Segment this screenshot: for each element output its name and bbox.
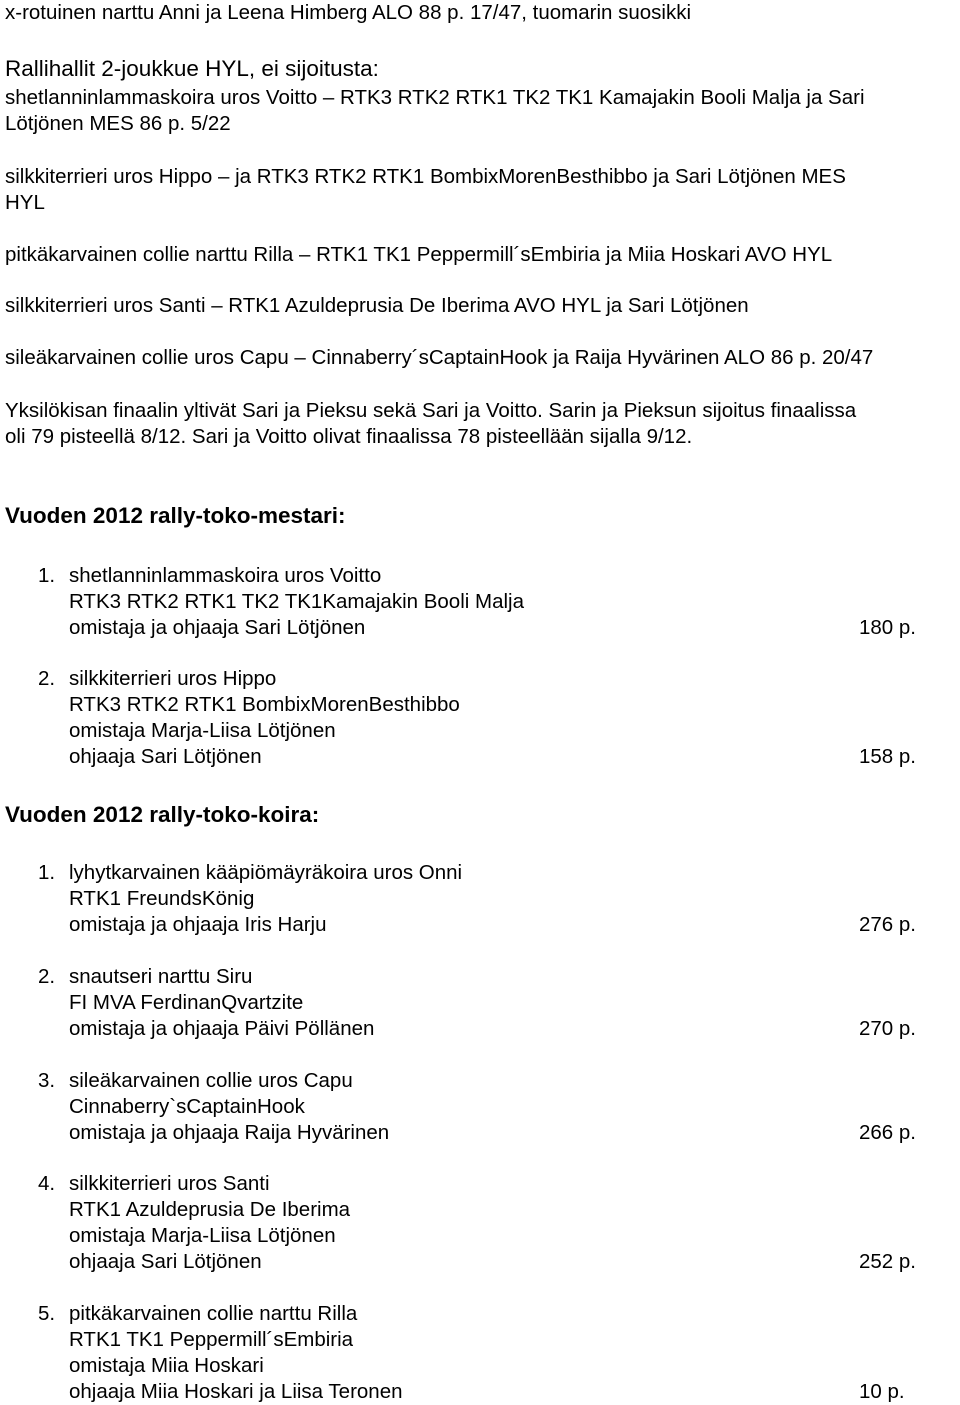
- dog-titles: RTK1 FreundsKönig: [69, 887, 255, 910]
- result-line-x-rotuinen: x-rotuinen narttu Anni ja Leena Himberg ALO 88 p. 17/47, tuomarin suosikki: [5, 1, 692, 24]
- individual-final-text: Yksilökisan finaalin yltivät Sari ja Pieksu sekä Sari ja Voitto. Sarin ja Pieksun sijoitus finaalissa: [5, 399, 857, 422]
- owner: omistaja Marja-Liisa Lötjönen: [69, 719, 336, 742]
- owner-handler: omistaja ja ohjaaja Iris Harju: [69, 913, 327, 936]
- rank-number: 1.: [38, 564, 56, 587]
- team-member-voitto-cont: Lötjönen MES 86 p. 5/22: [5, 112, 231, 135]
- team-member-rilla: pitkäkarvainen collie narttu Rilla – RTK1 TK1 Peppermill´sEmbiria ja Miia Hoskari AVO HYL: [5, 243, 833, 266]
- handler: ohjaaja Miia Hoskari ja Liisa Teronen: [69, 1380, 403, 1403]
- team-member-santi: silkkiterrieri uros Santi – RTK1 Azuldeprusia De Iberima AVO HYL ja Sari Lötjönen: [5, 294, 749, 317]
- section-heading-koira: Vuoden 2012 rally-toko-koira:: [5, 802, 320, 827]
- owner: omistaja Miia Hoskari: [69, 1354, 264, 1377]
- section-heading-mestari: Vuoden 2012 rally-toko-mestari:: [5, 503, 346, 528]
- team-member-voitto: shetlanninlammaskoira uros Voitto – RTK3 RTK2 RTK1 TK2 TK1 Kamajakin Booli Malja ja Sari: [5, 86, 865, 109]
- dog-name: pitkäkarvainen collie narttu Rilla: [69, 1302, 358, 1325]
- points-value: 270 p.: [859, 1017, 916, 1040]
- owner-handler: omistaja ja ohjaaja Päivi Pöllänen: [69, 1017, 375, 1040]
- dog-titles: FI MVA FerdinanQvartzite: [69, 991, 304, 1014]
- dog-titles: RTK1 TK1 Peppermill´sEmbiria: [69, 1328, 354, 1351]
- handler: ohjaaja Sari Lötjönen: [69, 1250, 262, 1273]
- owner-handler: omistaja ja ohjaaja Sari Lötjönen: [69, 616, 366, 639]
- points-value: 10 p.: [859, 1380, 905, 1403]
- dog-titles: RTK3 RTK2 RTK1 TK2 TK1Kamajakin Booli Malja: [69, 590, 525, 613]
- points-value: 252 p.: [859, 1250, 916, 1273]
- dog-name: silkkiterrieri uros Hippo: [69, 667, 277, 690]
- rank-number: 1.: [38, 861, 56, 884]
- dog-titles: RTK1 Azuldeprusia De Iberima: [69, 1198, 351, 1221]
- dog-name: silkkiterrieri uros Santi: [69, 1172, 270, 1195]
- rank-number: 2.: [38, 965, 56, 988]
- dog-name: shetlanninlammaskoira uros Voitto: [69, 564, 382, 587]
- team-member-hippo-cont: HYL: [5, 191, 45, 214]
- owner: omistaja Marja-Liisa Lötjönen: [69, 1224, 336, 1247]
- points-value: 180 p.: [859, 616, 916, 639]
- points-value: 276 p.: [859, 913, 916, 936]
- rank-number: 5.: [38, 1302, 56, 1325]
- dog-titles: Cinnaberry`sCaptainHook: [69, 1095, 305, 1118]
- dog-name: snautseri narttu Siru: [69, 965, 253, 988]
- dog-name: lyhytkarvainen kääpiömäyräkoira uros Onni: [69, 861, 463, 884]
- rank-number: 4.: [38, 1172, 56, 1195]
- rank-number: 2.: [38, 667, 56, 690]
- team-member-hippo: silkkiterrieri uros Hippo – ja RTK3 RTK2 RTK1 BombixMorenBesthibbo ja Sari Lötjönen MES: [5, 165, 846, 188]
- handler: ohjaaja Sari Lötjönen: [69, 745, 262, 768]
- owner-handler: omistaja ja ohjaaja Raija Hyvärinen: [69, 1121, 390, 1144]
- team-result-heading: Rallihallit 2-joukkue HYL, ei sijoitusta:: [5, 56, 379, 81]
- dog-name: sileäkarvainen collie uros Capu: [69, 1069, 353, 1092]
- points-value: 158 p.: [859, 745, 916, 768]
- dog-titles: RTK3 RTK2 RTK1 BombixMorenBesthibbo: [69, 693, 460, 716]
- rank-number: 3.: [38, 1069, 56, 1092]
- team-member-capu: sileäkarvainen collie uros Capu – Cinnaberry´sCaptainHook ja Raija Hyvärinen ALO 86 p. 20/47: [5, 346, 874, 369]
- individual-final-text-cont: oli 79 pisteellä 8/12. Sari ja Voitto olivat finaalissa 78 pisteellään sijalla 9/12.: [5, 425, 693, 448]
- points-value: 266 p.: [859, 1121, 916, 1144]
